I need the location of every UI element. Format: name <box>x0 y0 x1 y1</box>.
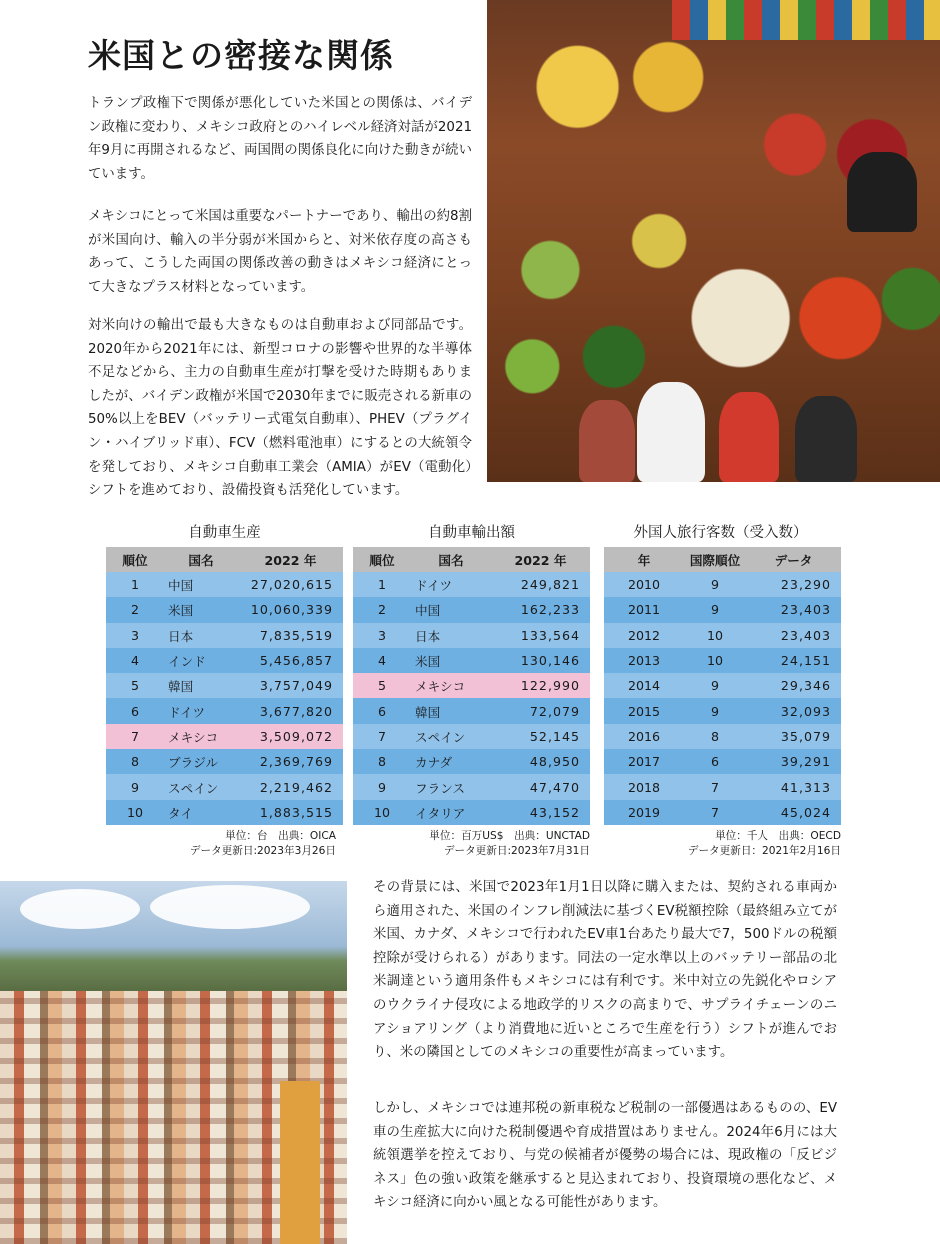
production-table <box>106 547 343 825</box>
value-cell: 43,152 <box>491 800 590 825</box>
table-row <box>353 648 590 673</box>
exports-source-unit: 単位：百万US$ 出典：UNCTAD <box>429 830 590 842</box>
intl-rank-cell: 10 <box>684 648 746 673</box>
production-source <box>106 829 336 859</box>
column-header-intl-rank: 国際順位 <box>684 547 746 572</box>
intl-rank-cell: 9 <box>684 597 746 622</box>
column-header-data: データ <box>746 547 841 572</box>
town-photo <box>0 881 347 1244</box>
table-row <box>604 648 841 673</box>
column-header-country: 国名 <box>164 547 238 572</box>
table-row <box>353 724 590 749</box>
value-cell: 3,677,820 <box>238 698 343 723</box>
intl-rank-cell: 7 <box>684 800 746 825</box>
value-cell: 52,145 <box>491 724 590 749</box>
table-row <box>353 572 590 597</box>
table-row <box>106 673 343 698</box>
data-cell: 41,313 <box>746 774 841 799</box>
table-row <box>106 749 343 774</box>
table-row <box>106 623 343 648</box>
rank-cell: 8 <box>106 749 164 774</box>
church-tower <box>280 1081 320 1244</box>
intl-rank-cell: 9 <box>684 572 746 597</box>
tourists-source-unit: 単位：千人 出典：OECD <box>715 830 841 842</box>
rank-cell: 7 <box>353 724 411 749</box>
value-cell: 122,990 <box>491 673 590 698</box>
paragraph-ev-tax-credit: その背景には、米国で2023年1月1日以降に購入または、契約される車両から適用された、米国のインフレ削減法に基づくEV税額控除（最終組み立てが米国、カナダ、メキシコで行われたEV車1台あたり最大で7，500ドルの税額控除が受けられる）があります。同法の一定水準以上のバッテリー部品の北米調達という適用条件もメキシコには有利です。米中対立の先鋭化やロシアのウクライナ侵攻による地政学的リスクの高まりで、サプライチェーンのニアショアリング（より消費地に近いところで生産を行う）シフトが進んでおり、米の隣国としてのメキシコの重要性が高まっています。 <box>373 880 837 1061</box>
rank-cell: 9 <box>353 774 411 799</box>
country-cell: メキシコ <box>411 673 491 698</box>
country-cell: メキシコ <box>164 724 238 749</box>
value-cell: 1,883,515 <box>238 800 343 825</box>
intl-rank-cell: 7 <box>684 774 746 799</box>
rank-cell: 3 <box>106 623 164 648</box>
country-cell: ドイツ <box>411 572 491 597</box>
column-header-year: 2022 年 <box>491 547 590 572</box>
country-cell: ブラジル <box>164 749 238 774</box>
table-row <box>106 774 343 799</box>
table-row <box>604 774 841 799</box>
year-cell: 2010 <box>604 572 684 597</box>
data-cell: 23,290 <box>746 572 841 597</box>
value-cell: 133,564 <box>491 623 590 648</box>
country-cell: イタリア <box>411 800 491 825</box>
page-title: 米国との密接な関係 <box>88 36 394 75</box>
shopper-figure <box>719 392 779 482</box>
rank-cell: 2 <box>106 597 164 622</box>
rank-cell: 10 <box>106 800 164 825</box>
year-cell: 2011 <box>604 597 684 622</box>
table-row <box>604 673 841 698</box>
production-source-unit: 単位：台 出典：OICA <box>225 830 336 842</box>
table-row <box>106 698 343 723</box>
rank-cell: 6 <box>106 698 164 723</box>
rank-cell: 4 <box>106 648 164 673</box>
data-cell: 45,024 <box>746 800 841 825</box>
exports-source <box>353 829 590 859</box>
paragraph-relations: トランプ政権下で関係が悪化していた米国との関係は、バイデン政権に変わり、メキシコ政府とのハイレベル経済対話が2021年9月に再開されるなど、両国間の関係良化に向けた動きが続いています。 <box>88 96 472 182</box>
data-cell: 24,151 <box>746 648 841 673</box>
rank-cell: 8 <box>353 749 411 774</box>
column-header-rank: 順位 <box>106 547 164 572</box>
year-cell: 2014 <box>604 673 684 698</box>
country-cell: 韓国 <box>164 673 238 698</box>
tourists-table-caption: 外国人旅行客数（受入数） <box>633 525 808 541</box>
production-source-date: データ更新日:2023年3月26日 <box>189 845 336 857</box>
shopper-figure <box>795 396 857 482</box>
country-cell: インド <box>164 648 238 673</box>
rank-cell: 3 <box>353 623 411 648</box>
value-cell: 162,233 <box>491 597 590 622</box>
table-row <box>604 800 841 825</box>
year-cell: 2018 <box>604 774 684 799</box>
table-row <box>353 749 590 774</box>
data-cell: 29,346 <box>746 673 841 698</box>
value-cell: 27,020,615 <box>238 572 343 597</box>
column-header-year: 2022 年 <box>238 547 343 572</box>
year-cell: 2015 <box>604 698 684 723</box>
tourists-source-date: データ更新日：2021年2月16日 <box>687 845 841 857</box>
table-row <box>106 648 343 673</box>
data-cell: 23,403 <box>746 623 841 648</box>
rank-cell: 9 <box>106 774 164 799</box>
country-cell: 米国 <box>411 648 491 673</box>
shopper-figure <box>637 382 705 482</box>
country-cell: フランス <box>411 774 491 799</box>
intl-rank-cell: 8 <box>684 724 746 749</box>
country-cell: ドイツ <box>164 698 238 723</box>
production-table-caption: 自動車生産 <box>188 525 261 541</box>
table-row <box>353 774 590 799</box>
rank-cell: 5 <box>106 673 164 698</box>
year-cell: 2016 <box>604 724 684 749</box>
country-cell: タイ <box>164 800 238 825</box>
rank-cell: 1 <box>106 572 164 597</box>
year-cell: 2017 <box>604 749 684 774</box>
table-row <box>353 698 590 723</box>
value-cell: 72,079 <box>491 698 590 723</box>
shopper-figure <box>579 400 635 482</box>
value-cell: 48,950 <box>491 749 590 774</box>
tourists-source <box>604 829 841 859</box>
market-banner <box>672 0 940 40</box>
rank-cell: 4 <box>353 648 411 673</box>
rank-cell: 2 <box>353 597 411 622</box>
cloud-shape <box>150 885 310 929</box>
table-row <box>106 597 343 622</box>
value-cell: 2,219,462 <box>238 774 343 799</box>
country-cell: 中国 <box>411 597 491 622</box>
value-cell: 47,470 <box>491 774 590 799</box>
table-row <box>604 698 841 723</box>
value-cell: 10,060,339 <box>238 597 343 622</box>
country-cell: スペイン <box>164 774 238 799</box>
table-row <box>353 597 590 622</box>
paragraph-auto-exports: 対米向けの輸出で最も大きなものは自動車および同部品です。2020年から2021年には、新型コロナの影響や世界的な半導体不足などから、主力の自動車生産が打撃を受けた時期もありましたが、バイデン政権が米国で2030年までに販売される新車の50%以上をBEV（バッテリー式電気自動車）、PHEV（プラグイン・ハイブリッド車）、FCV（燃料電池車）にするとの大統領令を発しており、メキシコ自動車工業会（AMIA）がEV（電動化）シフトを進めており、設備投資も活発化しています。 <box>88 318 472 499</box>
rank-cell: 6 <box>353 698 411 723</box>
value-cell: 7,835,519 <box>238 623 343 648</box>
country-cell: スペイン <box>411 724 491 749</box>
intl-rank-cell: 9 <box>684 698 746 723</box>
rank-cell: 10 <box>353 800 411 825</box>
paragraph-partnership: メキシコにとって米国は重要なパートナーであり、輸出の約8割が米国向け、輸入の半分弱が米国からと、対米依存度の高さもあって、こうした両国の関係改善の動きはメキシコ経済にとって大きなプラス材料となっています。 <box>88 209 472 295</box>
rank-cell: 5 <box>353 673 411 698</box>
value-cell: 5,456,857 <box>238 648 343 673</box>
table-row <box>604 749 841 774</box>
table-row <box>604 623 841 648</box>
table-row <box>604 572 841 597</box>
exports-source-date: データ更新日:2023年7月31日 <box>443 845 590 857</box>
paragraph-risks: しかし、メキシコでは連邦税の新車税など税制の一部優遇はあるものの、EV車の生産拡大に向けた税制優遇や育成措置はありません。2024年6月には大統領選挙を控えており、与党の候補者が優勢の場合には、現政権の「反ビジネス」色の強い政策を継承すると見込まれており、投資環境の悪化など、メキシコ経済に向かい風となる可能性があります。 <box>373 1101 837 1211</box>
tourists-table <box>604 547 841 825</box>
table-row <box>353 673 590 698</box>
year-cell: 2012 <box>604 623 684 648</box>
table-row <box>106 572 343 597</box>
value-cell: 2,369,769 <box>238 749 343 774</box>
intl-rank-cell: 10 <box>684 623 746 648</box>
rank-cell: 1 <box>353 572 411 597</box>
vendor-figure <box>847 152 917 232</box>
table-row <box>106 800 343 825</box>
value-cell: 130,146 <box>491 648 590 673</box>
value-cell: 3,509,072 <box>238 724 343 749</box>
year-cell: 2019 <box>604 800 684 825</box>
column-header-country: 国名 <box>411 547 491 572</box>
country-cell: 中国 <box>164 572 238 597</box>
intl-rank-cell: 6 <box>684 749 746 774</box>
rank-cell: 7 <box>106 724 164 749</box>
value-cell: 249,821 <box>491 572 590 597</box>
country-cell: 米国 <box>164 597 238 622</box>
country-cell: カナダ <box>411 749 491 774</box>
table-row <box>353 800 590 825</box>
country-cell: 韓国 <box>411 698 491 723</box>
column-header-year: 年 <box>604 547 684 572</box>
data-cell: 35,079 <box>746 724 841 749</box>
country-cell: 日本 <box>411 623 491 648</box>
intl-rank-cell: 9 <box>684 673 746 698</box>
table-row <box>353 623 590 648</box>
data-cell: 23,403 <box>746 597 841 622</box>
country-cell: 日本 <box>164 623 238 648</box>
exports-table-caption: 自動車輸出額 <box>428 525 515 541</box>
table-row <box>604 597 841 622</box>
year-cell: 2013 <box>604 648 684 673</box>
cloud-shape <box>20 889 140 929</box>
data-cell: 32,093 <box>746 698 841 723</box>
data-cell: 39,291 <box>746 749 841 774</box>
table-row <box>604 724 841 749</box>
table-row <box>106 724 343 749</box>
market-photo <box>487 0 940 482</box>
value-cell: 3,757,049 <box>238 673 343 698</box>
column-header-rank: 順位 <box>353 547 411 572</box>
exports-table <box>353 547 590 825</box>
